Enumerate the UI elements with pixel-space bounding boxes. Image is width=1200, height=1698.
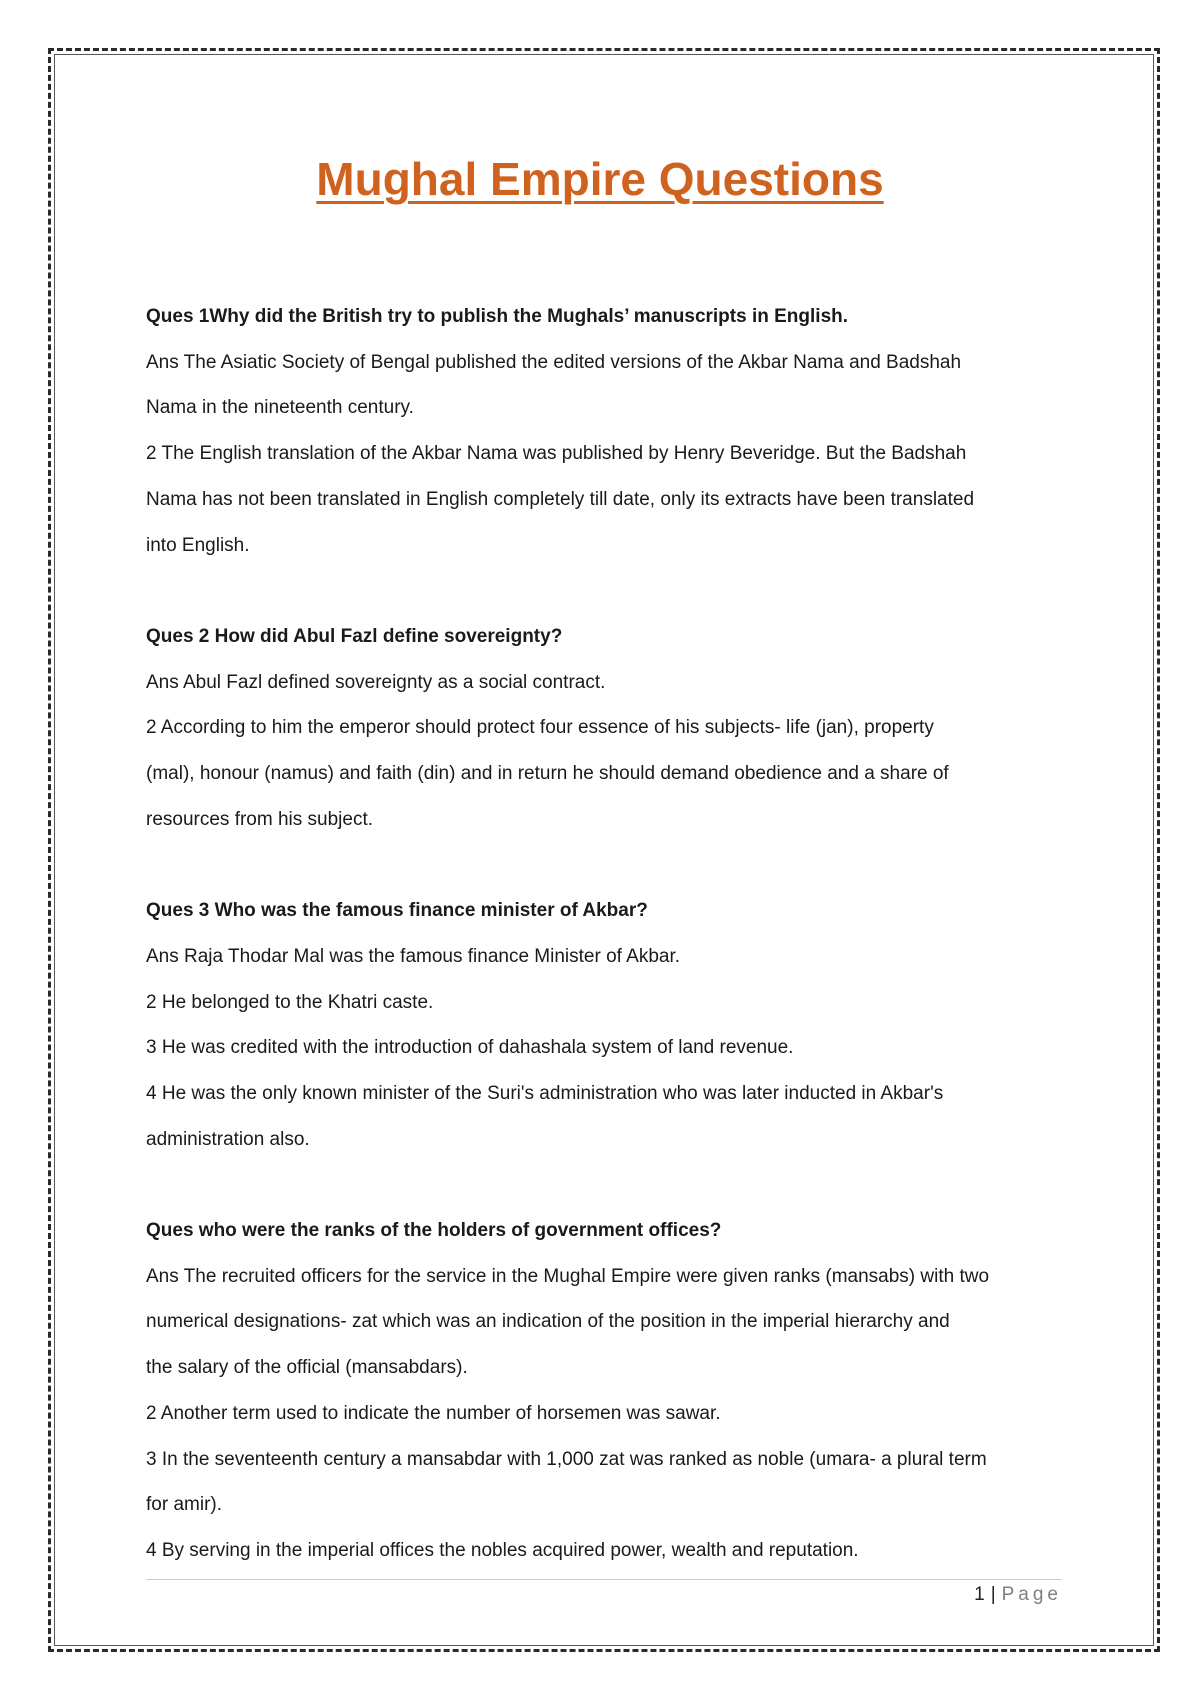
answer-line: numerical designations- zat which was an indication of the position in the imperial hierarchy and	[146, 1311, 950, 1333]
page-number: 1	[974, 1584, 985, 1605]
answer-line: Ans The Asiatic Society of Bengal published the edited versions of the Akbar Nama and Badshah	[146, 351, 962, 373]
answer-line: 3 In the seventeenth century a mansabdar with 1,000 zat was ranked as noble (umara- a plural term	[146, 1448, 987, 1470]
answer-line: for amir).	[146, 1494, 222, 1516]
answer-line: into English.	[146, 534, 250, 556]
answer-line: 2 According to him the emperor should protect four essence of his subjects- life (jan), property	[146, 717, 934, 739]
answer-line: Ans The recruited officers for the service in the Mughal Empire were given ranks (mansabs) with two	[146, 1265, 990, 1287]
answer-line: resources from his subject.	[146, 808, 374, 830]
answer-line: Ans Abul Fazl defined sovereignty as a social contract.	[146, 671, 606, 693]
footer-divider	[146, 1579, 1062, 1580]
answer-line: 2 Another term used to indicate the number of horsemen was sawar.	[146, 1402, 721, 1424]
question-3: Ques 3 Who was the famous finance minister of Akbar?	[146, 900, 648, 922]
answer-line: 4 He was the only known minister of the Suri's administration who was later inducted in Akbar's	[146, 1082, 944, 1104]
question-2: Ques 2 How did Abul Fazl define sovereignty?	[146, 625, 563, 647]
answer-line: Nama in the nineteenth century.	[146, 397, 414, 419]
question-4: Ques who were the ranks of the holders of government offices?	[146, 1220, 722, 1242]
page-footer	[974, 1584, 1062, 1606]
qa-block-4	[146, 1208, 1066, 1574]
document-title: Mughal Empire Questions	[316, 153, 884, 205]
answer-line: Ans Raja Thodar Mal was the famous finance Minister of Akbar.	[146, 945, 681, 967]
answer-line: 4 By serving in the imperial offices the nobles acquired power, wealth and reputation.	[146, 1539, 859, 1561]
footer-separator: |	[990, 1584, 996, 1605]
qa-block-3	[146, 888, 1066, 1162]
answer-line: 3 He was credited with the introduction of dahashala system of land revenue.	[146, 1037, 794, 1059]
answer-line: 2 The English translation of the Akbar Nama was published by Henry Beveridge. But the Badshah	[146, 443, 967, 465]
qa-block-2	[146, 614, 1066, 843]
qa-block-1	[146, 294, 1066, 568]
answer-line: (mal), honour (namus) and faith (din) and in return he should demand obedience and a share of	[146, 763, 949, 785]
answer-line: 2 He belonged to the Khatri caste.	[146, 991, 434, 1013]
answer-line: Nama has not been translated in English completely till date, only its extracts have been translated	[146, 488, 975, 510]
answer-line: the salary of the official (mansabdars).	[146, 1357, 468, 1379]
question-1: Ques 1Why did the British try to publish the Mughals’ manuscripts in English.	[146, 306, 849, 327]
document-body	[146, 294, 1066, 1574]
page-label: Page	[1001, 1584, 1062, 1605]
answer-line: administration also.	[146, 1128, 310, 1150]
